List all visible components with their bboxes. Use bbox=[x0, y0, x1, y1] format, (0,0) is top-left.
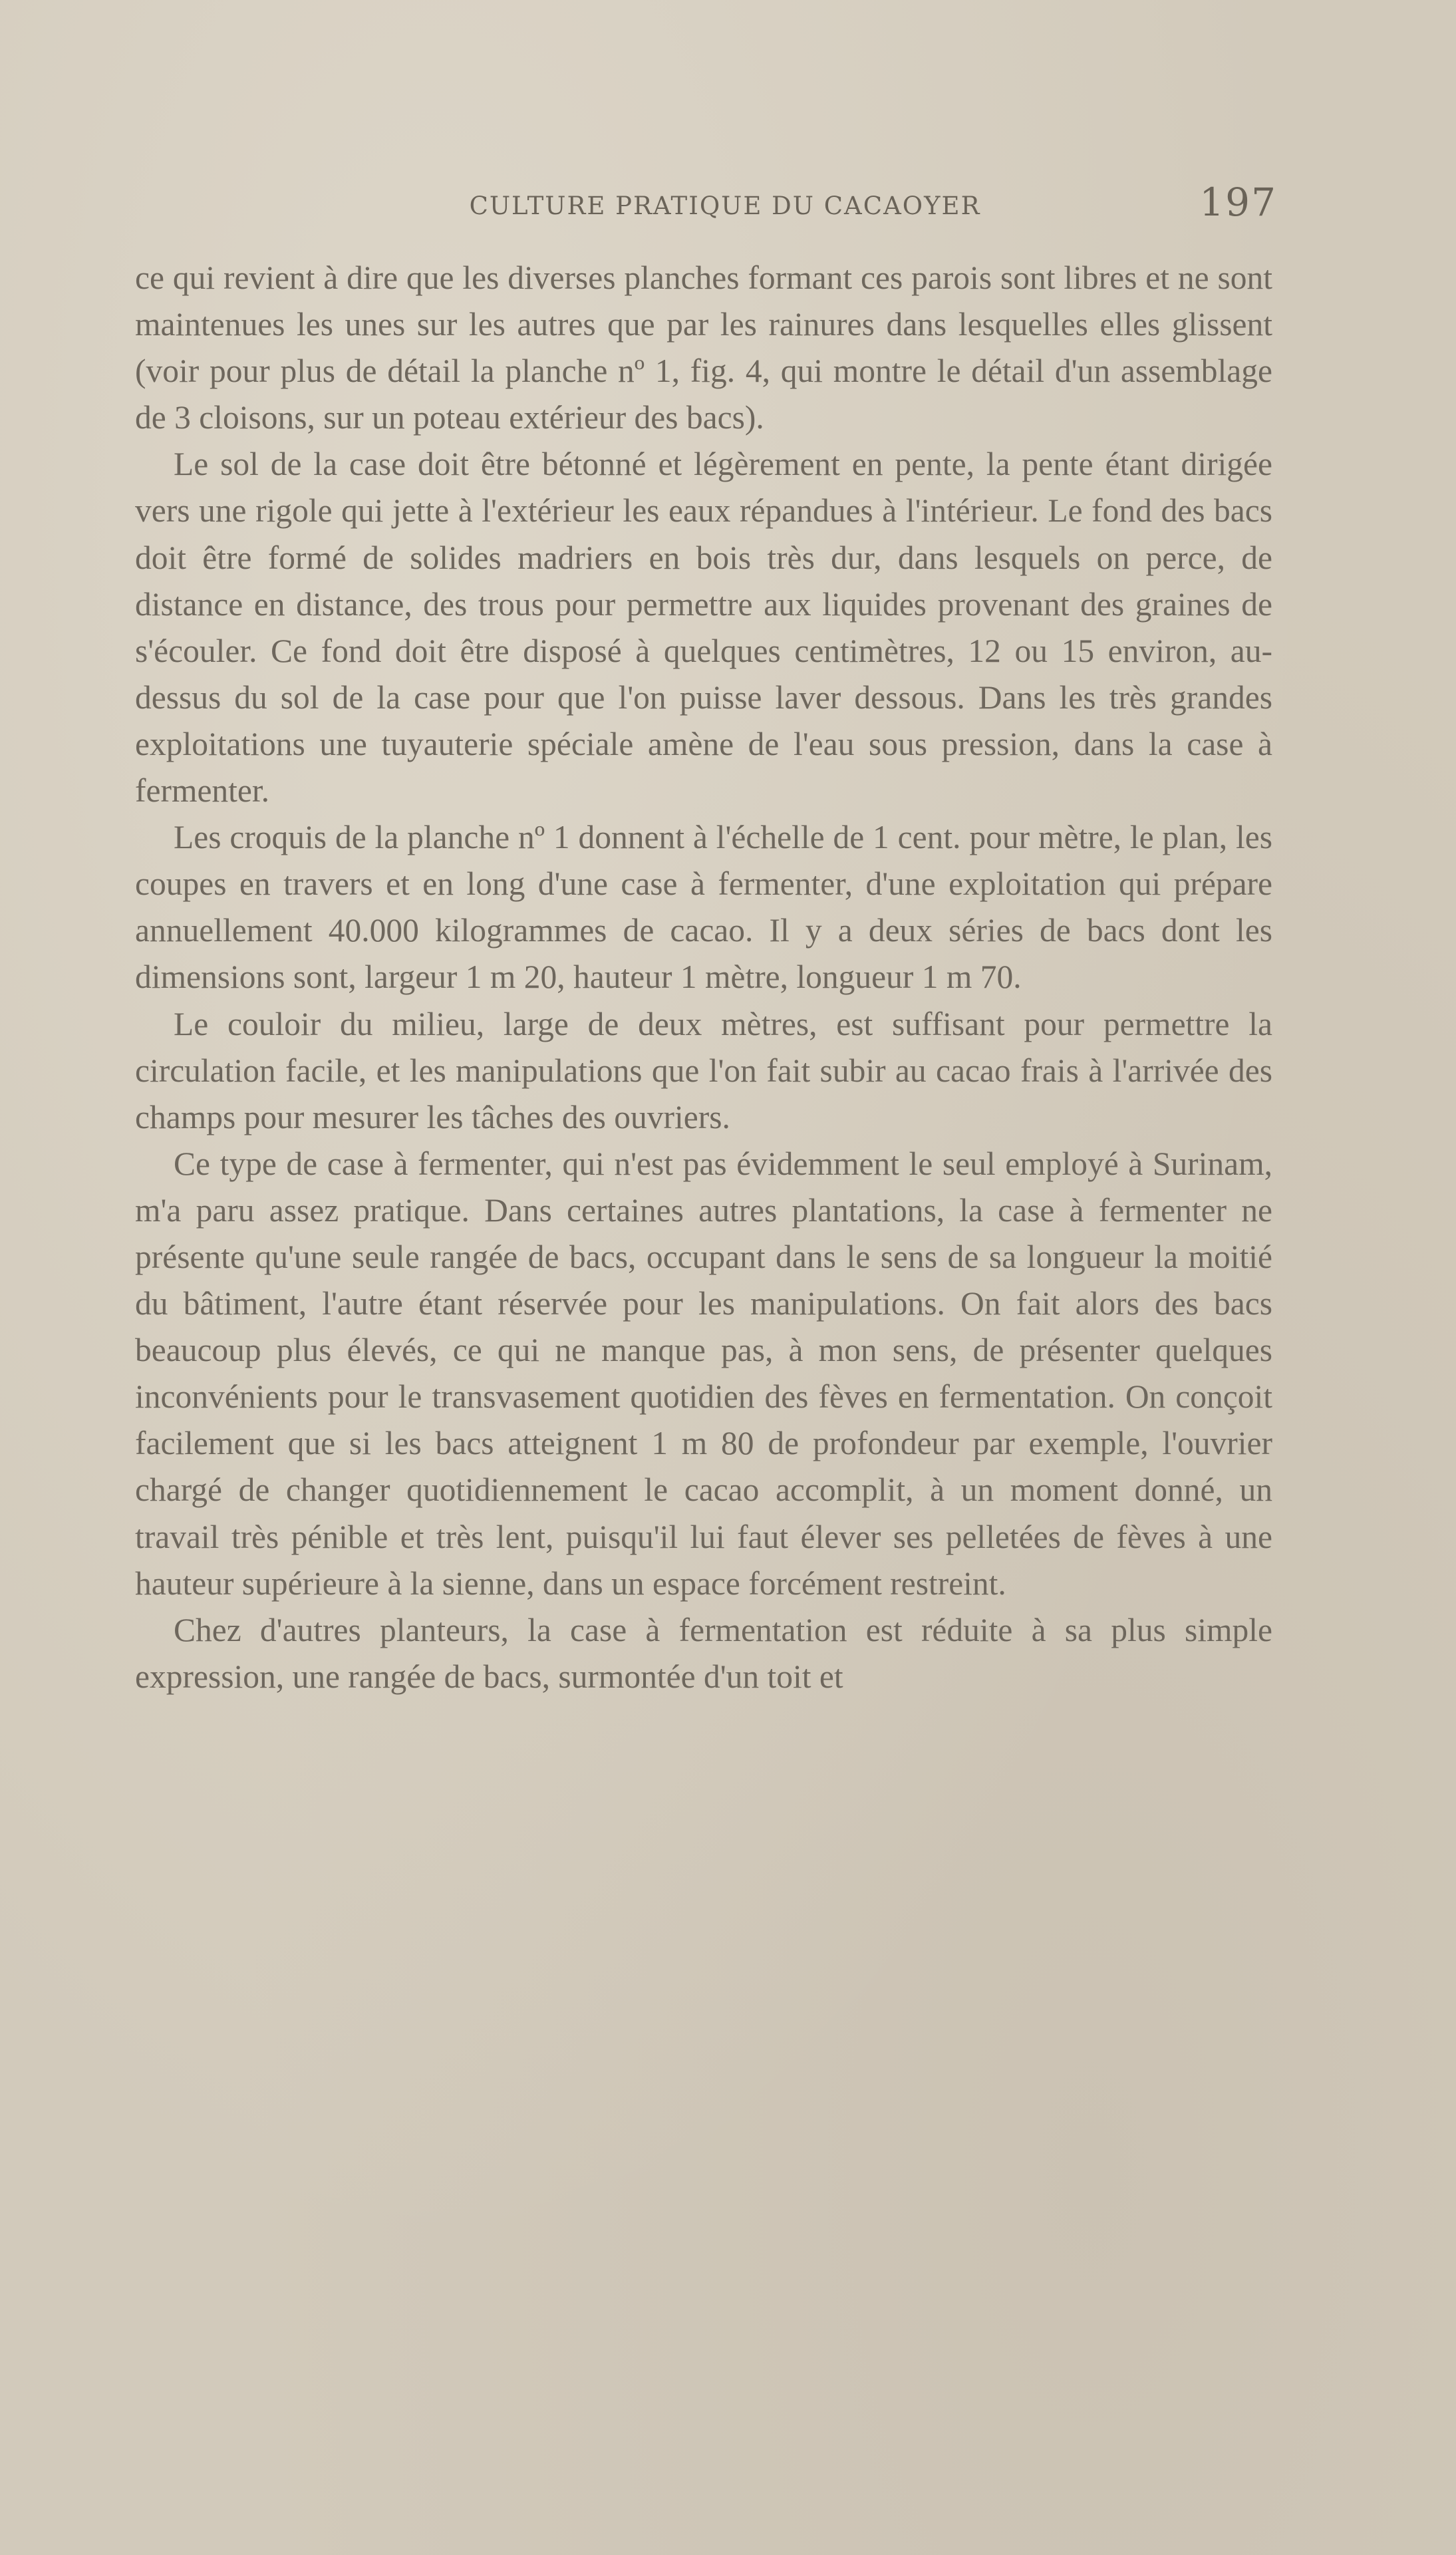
paragraph-sol-de-la-case: Le sol de la case doit être bétonné et légèrement en pente, la pente étant dirigée vers une rigole qui jette à l'extérieur les eaux répandues à l'intérieur. Le fond des bacs doit être formé de solides madriers en bois très dur, dans lesquels on perce, de distance en distance, des trous pour permettre aux liquides provenant des graines de s'écouler. Ce fond doit être disposé à quelques centimètres, 12 ou 15 environ, au-dessus du sol de la case pour que l'on puisse laver dessous. Dans les très grandes exploitations une tuyauterie spéciale amène de l'eau sous pression, dans la case à fermenter. bbox=[135, 446, 1272, 810]
paragraph-continuation: ce qui revient à dire que les diverses planches formant ces parois sont libres et ne sont maintenues les unes sur les autres que par les rainures dans lesquelles elles glissent (voir pour plus de détail la planche nº 1, fig. 4, qui montre le détail d'un assemblage de 3 cloisons, sur un poteau extérieur des bacs). bbox=[135, 259, 1272, 436]
paragraph-autres-planteurs: Chez d'autres planteurs, la case à fermentation est réduite à sa plus simple expression, une rangée de bacs, surmontée d'un toit et bbox=[135, 1611, 1272, 1695]
body-text bbox=[135, 255, 1272, 1700]
paragraph-couloir: Le couloir du milieu, large de deux mètres, est suffisant pour permettre la circulation facile, et les manipulations que l'on fait subir au cacao frais à l'arrivée des champs pour mesurer les tâches des ouvriers. bbox=[135, 1005, 1272, 1135]
paragraph-croquis: Les croquis de la planche nº 1 donnent à l'échelle de 1 cent. pour mètre, le plan, les coupes en travers et en long d'une case à fermenter, d'une exploitation qui prépare annuellement 40.000 kilogrammes de cacao. Il y a deux séries de bacs dont les dimensions sont, largeur 1 m 20, hauteur 1 mètre, longueur 1 m 70. bbox=[135, 819, 1272, 996]
page-number: 197 bbox=[1199, 180, 1277, 225]
paragraph-type-de-case: Ce type de case à fermenter, qui n'est pas évidemment le seul employé à Surinam, m'a paru assez pratique. Dans certaines autres plantations, la case à fermenter ne présente qu'une seule rangée de bacs, occupant dans le sens de sa longueur la moitié du bâtiment, l'autre étant réservée pour les manipulations. On fait alors des bacs beaucoup plus élevés, ce qui ne manque pas, à mon sens, de présenter quelques inconvénients pour le transvasement quotidien des fèves en fermentation. On conçoit facilement que si les bacs atteignent 1 m 80 de profondeur par exemple, l'ouvrier chargé de changer quotidiennement le cacao accomplit, à un moment donné, un travail très pénible et très lent, puisqu'il lui faut élever ses pelletées de fèves à une hauteur supérieure à la sienne, dans un espace forcément restreint. bbox=[135, 1145, 1272, 1602]
running-head bbox=[173, 180, 1277, 226]
running-title: CULTURE PRATIQUE DU CACAOYER bbox=[469, 192, 981, 220]
